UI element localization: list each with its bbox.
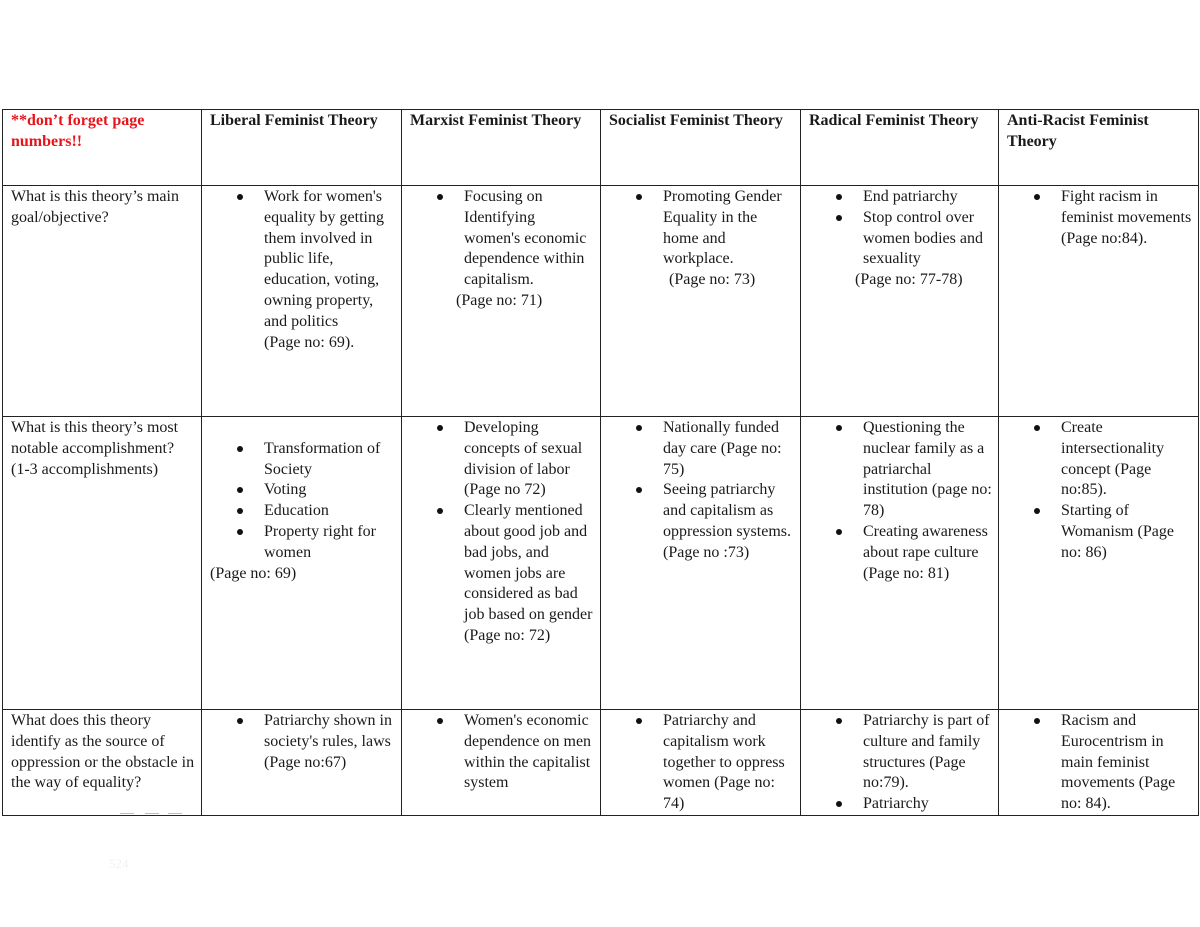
header-reminder (3, 110, 202, 186)
header-liberal: Liberal Feminist Theory (202, 110, 402, 186)
answer-cell-marxist (402, 186, 601, 417)
list-item: Patriarchy (863, 794, 992, 815)
list-item: Education (264, 501, 395, 522)
bullet-list (410, 418, 594, 647)
list-item: Focusing on Identifying women's economic dependence within capitalism. (464, 187, 594, 291)
page-number-reminder: **don’t forget page numbers!! (11, 112, 145, 150)
header-anti-racist: Anti-Racist Feminist Theory (999, 110, 1199, 186)
list-item: Promoting Gender Equality in the home and workplace. (663, 187, 794, 270)
header-socialist: Socialist Feminist Theory (601, 110, 801, 186)
bullet-list (210, 711, 395, 773)
list-item: Racism and Eurocentrism in main feminist movements (Page no: 84). (1061, 711, 1192, 815)
header-radical: Radical Feminist Theory (801, 110, 999, 186)
list-item: End patriarchy (863, 187, 992, 208)
bullet-list (609, 711, 794, 815)
faint-dash (168, 813, 182, 814)
answer-cell-radical (801, 186, 999, 417)
bullet-list (609, 418, 794, 564)
list-item: Create intersectionality concept (Page no:85). (1061, 418, 1192, 501)
answer-cell-anti-racist (999, 417, 1199, 710)
page-reference: (Page no: 69) (210, 564, 297, 582)
list-item: Work for women's equality by getting them involved in public life, education, voting, owning property, and politics (264, 187, 395, 333)
page-reference: (Page no: 77-78) (855, 271, 963, 289)
bullet-list (410, 187, 594, 291)
table-header-row (3, 110, 1199, 186)
list-item: Property right for women (264, 522, 395, 564)
bullet-list (809, 711, 992, 815)
bullet-list (1007, 418, 1192, 564)
footer-page-number: 524 (109, 856, 129, 871)
table-row-accomplishment (3, 417, 1199, 710)
list-item: Patriarchy shown in society's rules, laws (Page no:67) (264, 711, 395, 773)
answer-cell-marxist (402, 710, 601, 816)
table-row-goal (3, 186, 1199, 417)
answer-cell-socialist (601, 710, 801, 816)
question-cell: What is this theory’s main goal/objective? (3, 186, 202, 417)
list-item: Women's economic dependence on men within the capitalist system (464, 711, 594, 794)
list-item: Clearly mentioned about good job and bad jobs, and women jobs are considered as bad job based on gender (Page no: 72) (464, 501, 594, 647)
question-cell: What does this theory identify as the source of oppression or the obstacle in the way of equality? (3, 710, 202, 816)
answer-cell-liberal (202, 417, 402, 710)
list-item: Stop control over women bodies and sexuality (863, 208, 992, 270)
bullet-list (1007, 711, 1192, 815)
answer-cell-anti-racist (999, 186, 1199, 417)
list-item: Voting (264, 480, 395, 501)
bullet-list (210, 187, 395, 333)
answer-cell-anti-racist (999, 710, 1199, 816)
header-marxist: Marxist Feminist Theory (402, 110, 601, 186)
answer-cell-marxist (402, 417, 601, 710)
list-item: Developing concepts of sexual division of labor (Page no 72) (464, 418, 594, 501)
answer-cell-radical (801, 417, 999, 710)
list-item: Fight racism in feminist movements (Page no:84). (1061, 187, 1192, 249)
answer-cell-liberal (202, 186, 402, 417)
answer-cell-socialist (601, 186, 801, 417)
list-item: Patriarchy is part of culture and family structures (Page no:79). (863, 711, 992, 794)
bullet-list (809, 418, 992, 584)
bullet-list (609, 187, 794, 270)
answer-cell-radical (801, 710, 999, 816)
bullet-list (1007, 187, 1192, 249)
page-reference: (Page no: 69). (264, 333, 355, 351)
table-row-oppression (3, 710, 1199, 816)
bullet-list (410, 711, 594, 794)
list-item: Transformation of Society (264, 439, 395, 481)
theory-comparison-table (2, 109, 1199, 816)
list-item: Nationally funded day care (Page no: 75) (663, 418, 794, 480)
list-item: Questioning the nuclear family as a patriarchal institution (page no: 78) (863, 418, 992, 522)
list-item: Patriarchy and capitalism work together to oppress women (Page no: 74) (663, 711, 794, 815)
list-item: Starting of Womanism (Page no: 86) (1061, 501, 1192, 563)
answer-cell-liberal (202, 710, 402, 816)
question-cell: What is this theory’s most notable accomplishment? (1-3 accomplishments) (3, 417, 202, 710)
page-reference: (Page no: 73) (669, 271, 756, 289)
list-item: Creating awareness about rape culture (Page no: 81) (863, 522, 992, 584)
page-reference: (Page no: 71) (456, 291, 543, 309)
faint-dash (145, 813, 159, 814)
bullet-list (809, 187, 992, 270)
answer-cell-socialist (601, 417, 801, 710)
faint-dash (120, 813, 134, 814)
list-item: Seeing patriarchy and capitalism as oppression systems. (Page no :73) (663, 480, 794, 563)
bullet-list (210, 439, 395, 564)
